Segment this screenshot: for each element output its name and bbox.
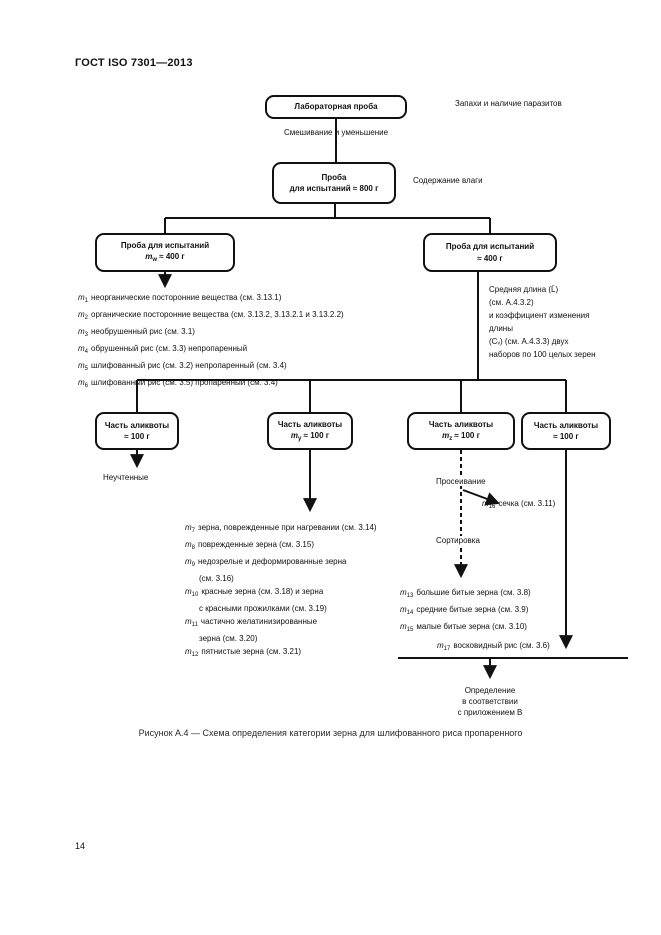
note-smell-parasites: Запахи и наличие паразитов — [455, 99, 562, 108]
box-test-sample-mw-400 — [95, 233, 235, 272]
var-m: m — [145, 252, 153, 262]
legend-list-m7-m12 — [185, 521, 377, 662]
box-test-sample-mw-400-line1: Проба для испытаний — [120, 241, 210, 251]
box-test-sample-800-line2: для испытаний ≈ 800 г — [289, 184, 379, 193]
label-m17-waxy-rice: $m_{17}$ восковидный рис (см. 3.6) — [437, 641, 550, 652]
document-header: ГОСТ ISO 7301—2013 — [75, 57, 193, 69]
list-item-continuation: зерна (см. 3.20) — [199, 634, 258, 643]
list-item-continuation: с красными прожилками (см. 3.19) — [199, 604, 327, 613]
legend-list-m1-m6 — [78, 291, 344, 393]
box-aliquot-1 — [95, 412, 179, 450]
label-sieving: Просеивание — [436, 477, 486, 486]
note-line: Средняя длина (L̄) — [489, 285, 559, 294]
list-item: $m_1$ неорганические посторонние вещества (см. 3.13.1) — [78, 293, 282, 304]
var-sub: w — [152, 257, 158, 264]
list-item: $m_{13}$ большие битые зерна (см. 3.8) — [400, 588, 531, 599]
box-aliquot-4-line1: Часть аликвоты — [533, 420, 599, 430]
box-test-sample-800-line1: Проба — [321, 172, 347, 182]
list-item: $m_4$ обрушенный рис (см. 3.3) непропаренный — [78, 344, 248, 355]
note-line: и коэффициент изменения — [489, 311, 590, 320]
figure-caption: Рисунок А.4 — Схема определения категории зерна для шлифованного риса пропаренного — [138, 728, 523, 738]
list-item-continuation: (см. 3.16) — [199, 574, 234, 583]
list-item: $m_{12}$ пятнистые зерна (см. 3.21) — [185, 647, 302, 658]
box-test-sample-mw-400-line2 — [145, 251, 185, 264]
box-aliquot-1-line1: Часть аликвоты — [104, 420, 170, 430]
box-aliquot-2-line2: $m_y \approx 100$ г — [290, 430, 330, 442]
note-average-length — [489, 283, 596, 361]
label-sorting: Сортировка — [436, 536, 480, 545]
box-aliquot-3 — [407, 412, 515, 450]
box-aliquot-4 — [521, 412, 611, 450]
box-test-sample-400-line1: Проба для испытаний — [445, 242, 535, 252]
note-final-line2: в соответствии — [462, 697, 518, 706]
note-line: (Cᵥ) (см. А.4.3.3) двух — [489, 337, 569, 346]
note-final-line1: Определение — [464, 686, 516, 695]
box-aliquot-2-line1: Часть аликвоты — [277, 419, 343, 429]
page-number: 14 — [75, 841, 86, 851]
list-item: $m_8$ поврежденные зерна (см. 3.15) — [185, 540, 314, 551]
box-laboratory-sample — [265, 95, 407, 119]
list-item: $m_9$ недозрелые и деформированные зерна — [185, 557, 347, 568]
note-final-determination — [425, 685, 555, 718]
box-aliquot-1-line2: ≈ 100 г — [124, 432, 150, 441]
note-moisture-content: Содержание влаги — [413, 176, 483, 185]
note-final-line3: с приложением В — [457, 708, 523, 717]
list-item: $m_3$ необрушенный рис (см. 3.1) — [78, 327, 195, 338]
box-laboratory-sample-label: Лабораторная проба — [294, 102, 378, 112]
list-item: $m_2$ органические посторонние вещества (см. 3.13.2, 3.13.2.1 и 3.13.2.2) — [78, 310, 344, 321]
list-item: $m_5$ шлифованный рис (см. 3.2) непропаренный (см. 3.4) — [78, 361, 287, 372]
note-line: длины — [489, 324, 513, 333]
list-item: $m_{11}$ частично желатинизированные — [185, 617, 318, 628]
label-m16-brokens: $m_{16}$ сечка (см. 3.11) — [482, 499, 556, 510]
list-item: $m_6$ шлифованный рис (см. 3.5) пропаренный (см. 3.4) — [78, 378, 278, 389]
box-test-sample-800 — [272, 162, 396, 204]
list-item: $m_{10}$ красные зерна (см. 3.18) и зерна — [185, 587, 324, 598]
list-item: $m_{15}$ малые битые зерна (см. 3.10) — [400, 622, 527, 633]
box-aliquot-3-line2: $m_z \approx 100$ г — [442, 430, 480, 442]
note-line: (см. А.4.3.2) — [489, 298, 534, 307]
label-unaccounted: Неучтенные — [103, 473, 149, 482]
box-aliquot-2 — [267, 412, 353, 450]
legend-list-m13-m15 — [400, 586, 531, 637]
box-aliquot-4-line2: ≈ 100 г — [553, 432, 579, 441]
list-item: $m_{14}$ средние битые зерна (см. 3.9) — [400, 605, 529, 616]
note-mixing-reduction: Смешивание и уменьшение — [283, 128, 389, 137]
box-test-sample-400 — [423, 233, 557, 272]
box-aliquot-3-line1: Часть аликвоты — [428, 419, 494, 429]
note-line: наборов по 100 целых зерен — [489, 350, 596, 359]
box-test-sample-400-line2: ≈ 400 г — [477, 253, 503, 263]
var-rest: ≈ 400 г — [157, 252, 185, 262]
list-item: $m_7$ зерна, поврежденные при нагревании (см. 3.14) — [185, 523, 377, 534]
